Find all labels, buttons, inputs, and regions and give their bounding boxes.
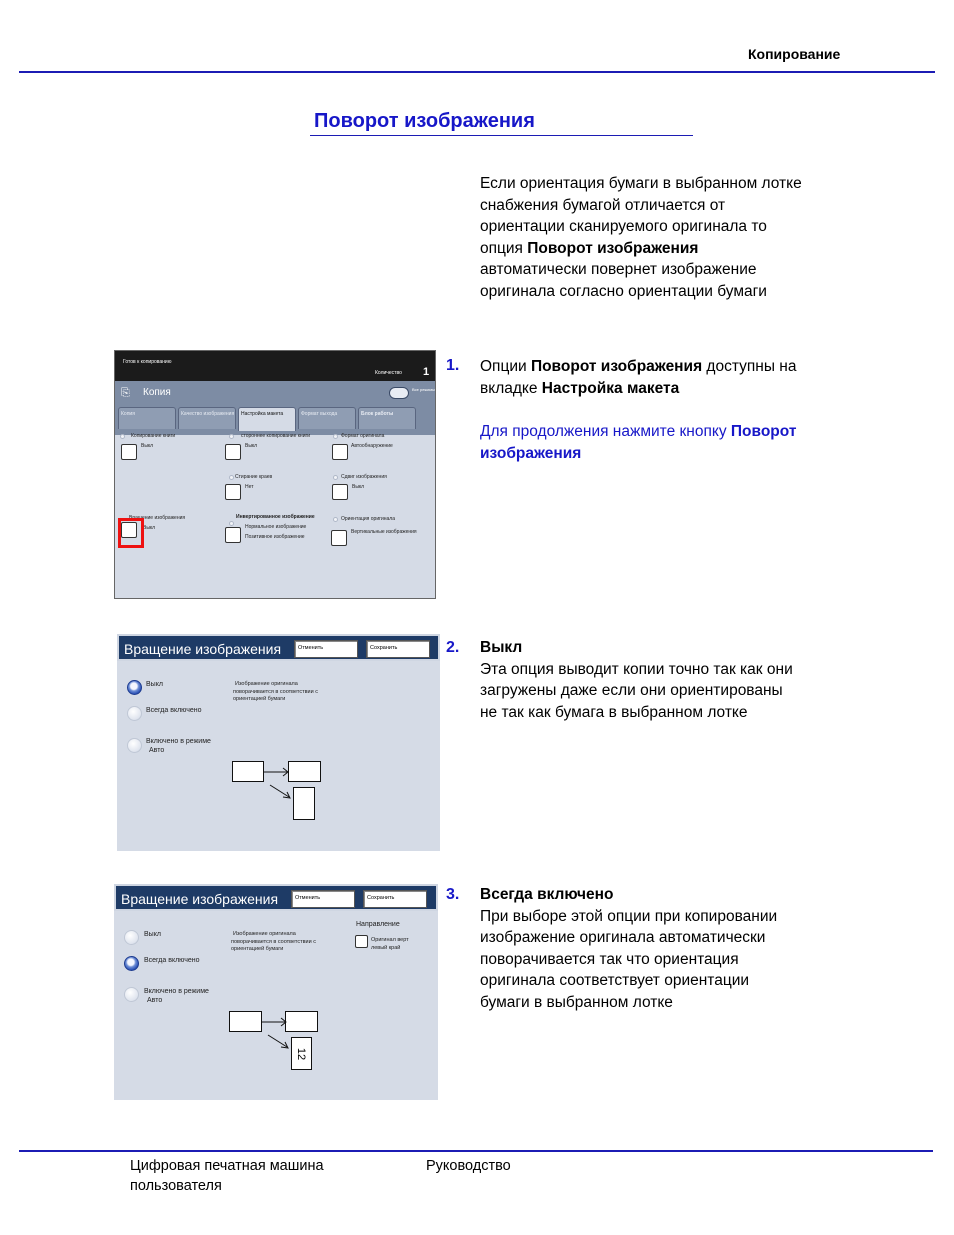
- footer-right: Руководство: [426, 1158, 511, 1174]
- tab-layout[interactable]: Настройка макета: [238, 407, 296, 431]
- tab-output-format[interactable]: Формат выхода: [298, 407, 356, 429]
- intro-paragraph: Если ориентация бумаги в выбранном лотке снабжения бумагой отличается от ориентации сканируемого оригинала то опция Поворот изображения автоматически повернет изображение оригинала согласно ориентации бумаги: [480, 175, 802, 300]
- opt-edge-dot: [229, 475, 234, 480]
- dialog-title: Вращение изображения: [121, 891, 279, 907]
- opt-2sided-value: Выкл: [245, 443, 258, 449]
- opt-shift-dot: [333, 475, 338, 480]
- quantity-label: Количество: [375, 370, 402, 376]
- rotated-page-number: 12: [295, 1047, 308, 1061]
- radio-auto-label: Включено в режиме Авто: [144, 988, 209, 1004]
- title-underline: [310, 135, 693, 136]
- footer-left: Цифровая печатная машина пользователя: [130, 1158, 324, 1194]
- opt-book-label: Копирование книги: [131, 433, 176, 439]
- opt-edge-label: Стирание краев: [235, 474, 273, 480]
- step2-number: 2.: [446, 639, 460, 656]
- description: Изображение оригинала поворачивается в соответствии с ориентацией бумаги: [231, 931, 316, 952]
- opt-orig-size-button[interactable]: [332, 444, 348, 460]
- tab-image-quality[interactable]: Качество изображения: [178, 407, 236, 429]
- copy-icon: ⎘: [121, 387, 130, 399]
- step2-text: Выкл Эта опция выводит копии точно так как они загружены даже если они ориентированы не так как бумага в выбранном лотке: [480, 639, 793, 721]
- opt-book-button[interactable]: [121, 444, 137, 460]
- radio-auto-label: Включено в режиме Авто: [146, 738, 211, 754]
- opt-book-dot: [120, 434, 125, 439]
- opt-shift-button[interactable]: [332, 484, 348, 500]
- footer-rule: [19, 1150, 933, 1152]
- all-services-label[interactable]: Все режимы: [412, 387, 435, 392]
- screen-rotate-off: [117, 634, 440, 851]
- status-text: Готов к копированию: [123, 359, 172, 365]
- quantity-value: 1: [423, 366, 430, 378]
- opt-orient-button[interactable]: [331, 530, 347, 546]
- step3-text: Всегда включено При выборе этой опции при копировании изображение оригинала автоматически поворачивается так что ориентация оригинала соответствует ориентации бумаги в выбранном лотке: [480, 886, 778, 1011]
- description: Изображение оригинала поворачивается в соответствии с ориентацией бумаги: [233, 681, 318, 702]
- radio-auto[interactable]: [127, 738, 142, 753]
- save-button[interactable]: Сохранить: [366, 640, 430, 658]
- radio-auto[interactable]: [124, 987, 139, 1002]
- page-title: Поворот изображения: [314, 110, 535, 132]
- radio-always-label: Всегда включено: [146, 707, 202, 714]
- opt-orient-label: Ориентация оригинала: [341, 516, 395, 522]
- opt-orig-size-label: Формат оригинала: [341, 433, 385, 439]
- radio-always[interactable]: [127, 706, 142, 721]
- direction-checkbox[interactable]: [355, 935, 368, 948]
- opt-2sided-button[interactable]: [225, 444, 241, 460]
- tab-job-assembly[interactable]: Блок работы: [358, 407, 416, 429]
- diagram-arrows: [260, 1012, 320, 1052]
- step1-instruction: Для продолжения нажмите кнопку Поворот изображения: [480, 423, 797, 462]
- save-button[interactable]: Сохранить: [363, 890, 427, 908]
- opt-shift-label: Сдвиг изображения: [341, 474, 387, 480]
- tab-copy[interactable]: Копия: [118, 407, 176, 429]
- step1-text: Опции Поворот изображения доступны на вкладке Настройка макета: [480, 358, 797, 397]
- opt-invert-value1: Нормальное изображение: [245, 524, 307, 530]
- opt-invert-value2: Позитивное изображение: [245, 534, 305, 540]
- all-services-icon[interactable]: [389, 387, 409, 399]
- opt-rotate-value: Выкл: [143, 525, 156, 531]
- header-section-title: Копирование: [748, 46, 841, 62]
- opt-book-value: Выкл: [141, 443, 154, 449]
- diagram-arrows: [262, 762, 322, 802]
- header-rule: [19, 71, 935, 73]
- app-title: Копия: [143, 387, 171, 398]
- radio-always[interactable]: [124, 956, 139, 971]
- radio-off-label: Выкл: [146, 681, 163, 688]
- opt-2sided-dot: [229, 434, 234, 439]
- opt-invert-button[interactable]: [225, 527, 241, 543]
- status-bar: [115, 351, 436, 381]
- radio-off[interactable]: [127, 680, 142, 695]
- opt-edge-button[interactable]: [225, 484, 241, 500]
- screen-rotate-always: [114, 884, 438, 1100]
- opt-orig-size-value: Автообнаружение: [351, 443, 393, 449]
- direction-option: Оригинал верт левый край: [371, 937, 409, 951]
- opt-edge-value: Нет: [245, 484, 254, 490]
- diagram-original-page: [229, 1011, 262, 1032]
- step1-number: 1.: [446, 357, 460, 374]
- opt-2sided-label: стороннее копирование книги: [241, 433, 311, 439]
- opt-invert-label: Инвертированное изображение: [236, 514, 315, 520]
- diagram-original-page: [232, 761, 264, 782]
- radio-always-label: Всегда включено: [144, 957, 200, 964]
- opt-invert-dot: [229, 521, 234, 526]
- cancel-button[interactable]: Отменить: [291, 890, 355, 908]
- opt-shift-value: Выкл: [352, 484, 365, 490]
- direction-label: Направление: [356, 921, 400, 928]
- radio-off[interactable]: [124, 930, 139, 945]
- radio-off-label: Выкл: [144, 931, 161, 938]
- screen-copy-layout: [114, 350, 436, 599]
- opt-orient-value: Вертикальные изображения: [351, 529, 417, 535]
- highlight-rotate: [118, 518, 144, 548]
- cancel-button[interactable]: Отменить: [294, 640, 358, 658]
- dialog-title: Вращение изображения: [124, 641, 282, 657]
- opt-orient-dot: [333, 517, 338, 522]
- opt-orig-size-dot: [333, 434, 338, 439]
- opt-rotate-label: Вращение изображения: [129, 515, 186, 521]
- step3-number: 3.: [446, 886, 460, 903]
